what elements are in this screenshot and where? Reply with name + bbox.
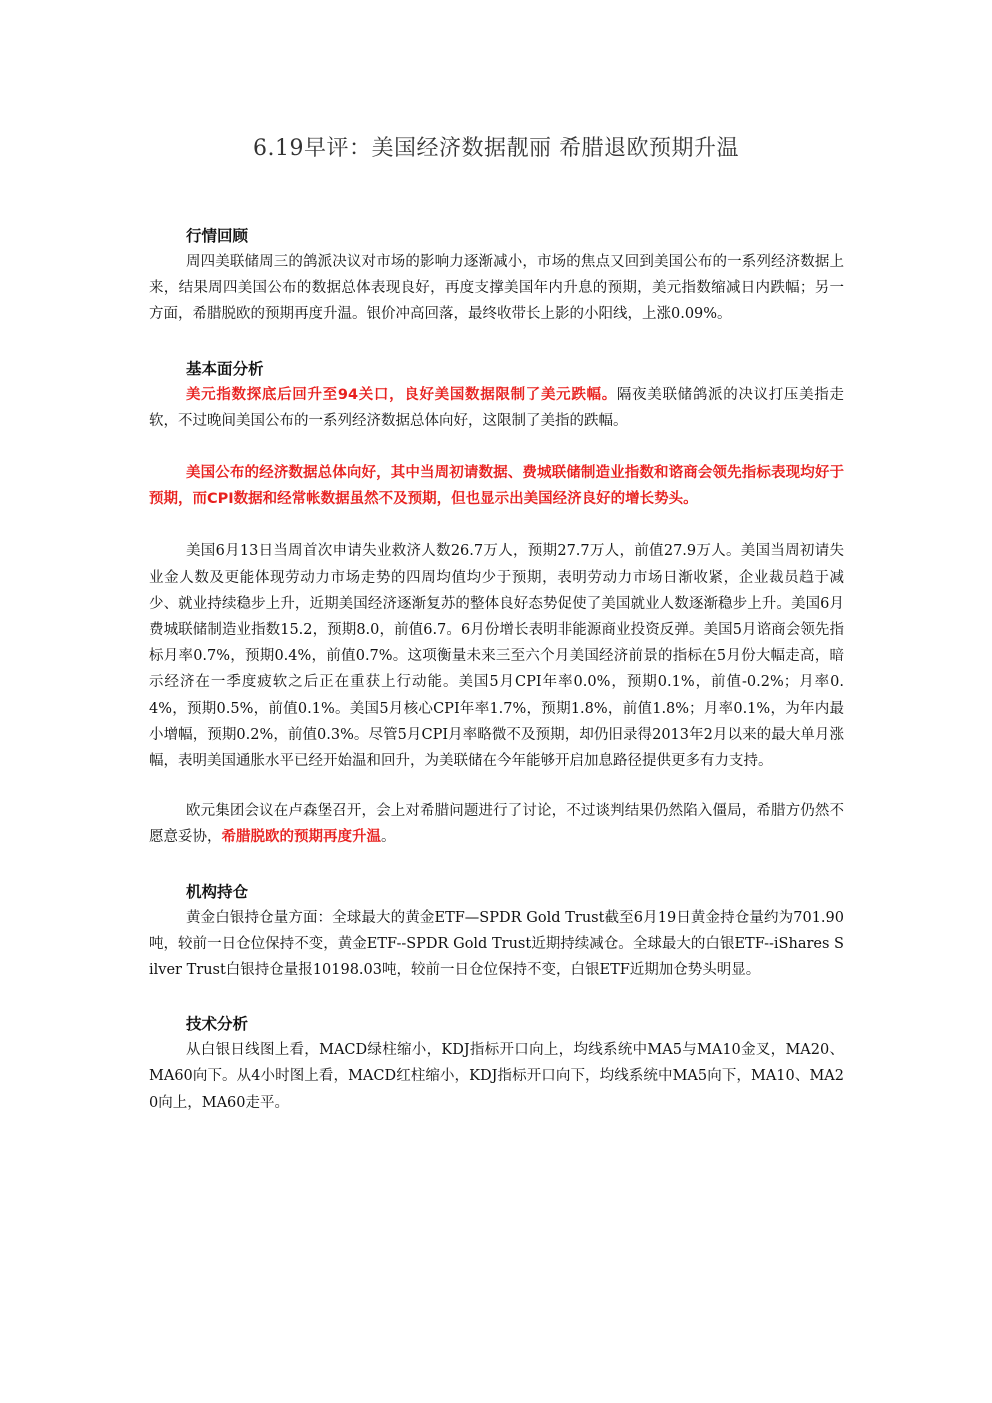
highlight-us-data-summary: 美国公布的经济数据总体向好，其中当周初请数据、费城联储制造业指数和谘商会领先指标表现均好于预期，而CPI数据和经常帐数据虽然不及预期，但也显示出美国经济良好的增长势头。 xyxy=(149,465,844,508)
heading-fundamental-analysis: 基本面分析 xyxy=(186,359,264,378)
heading-market-review: 行情回顾 xyxy=(186,227,249,245)
document-body xyxy=(149,223,844,1116)
paragraph-us-economic-data: 美国6月13日当周首次申请失业救济人数26.7万人，预期27.7万人，前值27.9万人。美国当周初请失业金人数及更能体现劳动力市场走势的四周均值均少于预期，表明劳动力市场日渐收紧，企业裁员趋于减少、就业持续稳步上升，近期美国经济逐渐复苏的整体良好态势促使了美国就业人数逐渐稳步上升。美国6月费城联储制造业指数15.2，预期8.0，前值6.7。6月份增长表明非能源商业投资反弹。美国5月谘商会领先指标月率0.7%，预期0.4%，前值0.7%。这项衡量未来三至六个月美国经济前景的指标在5月份大幅走高，暗示经济在一季度疲软之后正在重获上行动能。美国5月CPI年率0.0%，预期0.1%，前值-0.2%；月率0.4%，预期0.5%，前值0.1%。美国5月核心CPI年率1.7%，预期1.8%，前值1.8%；月率0.1%，为年内最小增幅，预期0.2%，前值0.3%。尽管5月CPI月率略微不及预期，却仍旧录得2013年2月以来的最大单月涨幅，表明美国通胀水平已经开始温和回升，为美联储在今年能够开启加息路径提供更多有力支持。 xyxy=(149,543,844,770)
heading-institutional-positions: 机构持仓 xyxy=(186,882,249,901)
heading-technical-analysis: 技术分析 xyxy=(186,1015,249,1034)
highlight-greece-exit: 希腊脱欧的预期再度升温 xyxy=(221,829,381,846)
text-eurogroup-start: 欧元集团会议在卢森堡召开，会上对希腊问题进行了讨论，不过谈判结果仍然陷入僵局，希腊方仍然不愿意妥协， xyxy=(149,803,844,846)
document-title: 6.19早评：美国经济数据靓丽 希腊退欧预期升温 xyxy=(253,136,739,161)
paragraph-dollar-index xyxy=(149,382,844,434)
paragraph-us-data-summary xyxy=(149,460,844,512)
paragraph-market-review: 周四美联储周三的鸽派决议对市场的影响力逐渐减小，市场的焦点又回到美国公布的一系列经济数据上来，结果周四美国公布的数据总体表现良好，再度支撑美国年内升息的预期，美元指数缩减日内跌幅；另一方面，希腊脱欧的预期再度升温。银价冲高回落，最终收带长上影的小阳线，上涨0.09%。 xyxy=(149,254,844,323)
text-eurogroup-end: 。 xyxy=(381,829,396,846)
paragraph-eurogroup-greece xyxy=(149,798,844,850)
highlight-dollar-index: 美元指数探底后回升至94关口，良好美国数据限制了美元跌幅。 xyxy=(186,386,617,403)
text-dollar-index-rest: 隔夜美联储鸽派的决议打压美指走软，不过晚间美国公布的一系列经济数据总体向好，这限制了美指的跌幅。 xyxy=(149,386,844,429)
paragraph-etf-holdings: 黄金白银持仓量方面：全球最大的黄金ETF—SPDR Gold Trust截至6月19日黄金持仓量约为701.90吨，较前一日仓位保持不变，黄金ETF--SPDR Gold Trust近期持续减仓。全球最大的白银ETF--iShares Silver Trust白银持仓量报10198.03吨，较前一日仓位保持不变，白银ETF近期加仓势头明显。 xyxy=(149,909,844,979)
paragraph-technical-analysis: 从白银日线图上看，MACD绿柱缩小，KDJ指标开口向上，均线系统中MA5与MA10金叉，MA20、MA60向下。从4小时图上看，MACD红柱缩小，KDJ指标开口向下，均线系统中MA5向下，MA10、MA20向上，MA60走平。 xyxy=(149,1042,844,1111)
